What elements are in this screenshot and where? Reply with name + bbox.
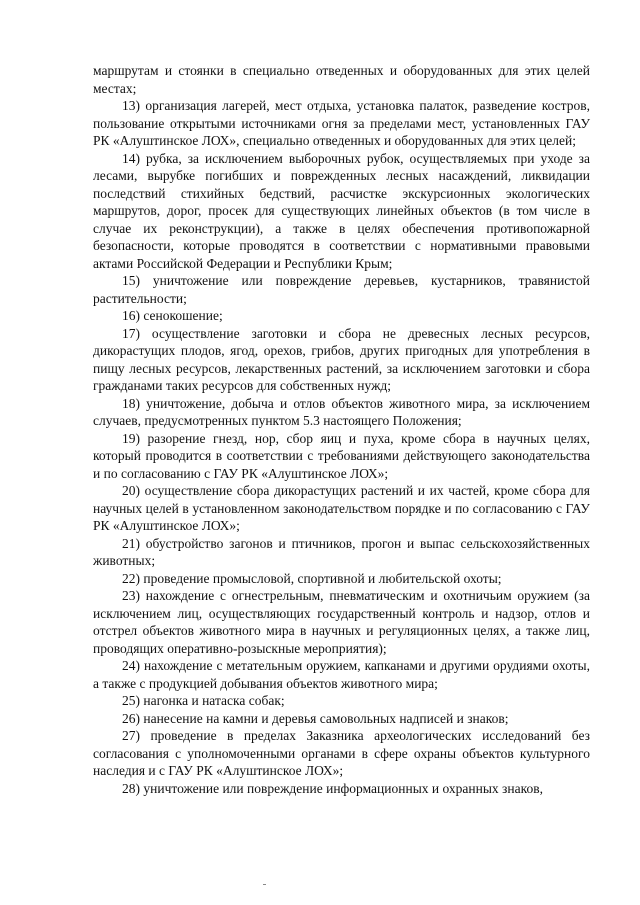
paragraph-continuation: маршрутам и стоянки в специально отведенных и оборудованных для этих целей местах; bbox=[93, 63, 590, 96]
list-item-28: 28) уничтожение или повреждение информационных и охранных знаков, bbox=[122, 780, 543, 796]
scan-mark bbox=[263, 884, 266, 885]
list-item-16: 16) сенокошение; bbox=[122, 308, 223, 323]
list-item-19: 19) разорение гнезд, нор, сбор яиц и пуха, кроме сбора в научных целях, который проводится в соответствии с требованиями действующего законодательства и по согласованию с ГАУ РК «Алуштинское ЛОХ»; bbox=[93, 430, 590, 481]
list-item-25: 25) нагонка и натаска собак; bbox=[122, 693, 285, 708]
list-item-21: 21) обустройство загонов и птичников, прогон и выпас сельскохозяйственных животных; bbox=[93, 535, 590, 568]
list-item-27: 27) проведение в пределах Заказника археологических исследований без согласования с уполномоченными органами в сфере охраны объектов культурного наследия и с ГАУ РК «Алуштинское ЛОХ»; bbox=[93, 728, 590, 778]
list-item-18: 18) уничтожение, добыча и отлов объектов животного мира, за исключением случаев, предусмотренных пунктом 5.3 настоящего Положения; bbox=[93, 395, 590, 428]
list-item-20: 20) осуществление сбора дикорастущих растений и их частей, кроме сбора для научных целей в установленном законодательством порядке и по согласованию с ГАУ РК «Алуштинское ЛОХ»; bbox=[93, 483, 590, 533]
list-item-26: 26) нанесение на камни и деревья самовольных надписей и знаков; bbox=[122, 710, 509, 726]
list-item-17: 17) осуществление заготовки и сбора не древесных лесных ресурсов, дикорастущих плодов, ягод, орехов, грибов, других пригодных для употребления в пищу лесных ресурсов, лекарственных растений, за исключением заготовки и сбора гражданами таких ресурсов для собственных нужд; bbox=[93, 325, 590, 393]
list-item-22: 22) проведение промысловой, спортивной и любительской охоты; bbox=[122, 570, 502, 586]
list-item-23: 23) нахождение с огнестрельным, пневматическим и охотничьим оружием (за исключением лиц, осуществляющих государственный контроль и надзор, отлов и отстрел объектов животного мира в научных и регуляционных целях, а также лиц, проводящих оперативно-розыскные мероприятия); bbox=[93, 588, 590, 656]
list-item-13: 13) организация лагерей, мест отдыха, установка палаток, разведение костров, пользование открытыми источниками огня за пределами мест, установленных ГАУ РК «Алуштинское ЛОХ», специально отведенных и оборудованных для этих целей; bbox=[93, 98, 590, 148]
list-item-24: 24) нахождение с метательным оружием, капканами и другими орудиями охоты, а также с продукцией добывания объектов животного мира; bbox=[93, 658, 590, 691]
list-item-15: 15) уничтожение или повреждение деревьев, кустарников, травянистой растительности; bbox=[93, 273, 590, 306]
list-item-14: 14) рубка, за исключением выборочных рубок, осуществляемых при уходе за лесами, вырубке погибших и поврежденных лесных насаждений, ликвидации последствий стихийных бедствий, расчистке экскурсионных экологических маршрутов, дорог, просек для существующих линейных объектов (в том числе в случае их реконструкции), а также в целях обеспечения противопожарной безопасности, которые проводятся в соответствии с нормативными правовыми актами Российской Федерации и Республики Крым; bbox=[93, 150, 590, 271]
